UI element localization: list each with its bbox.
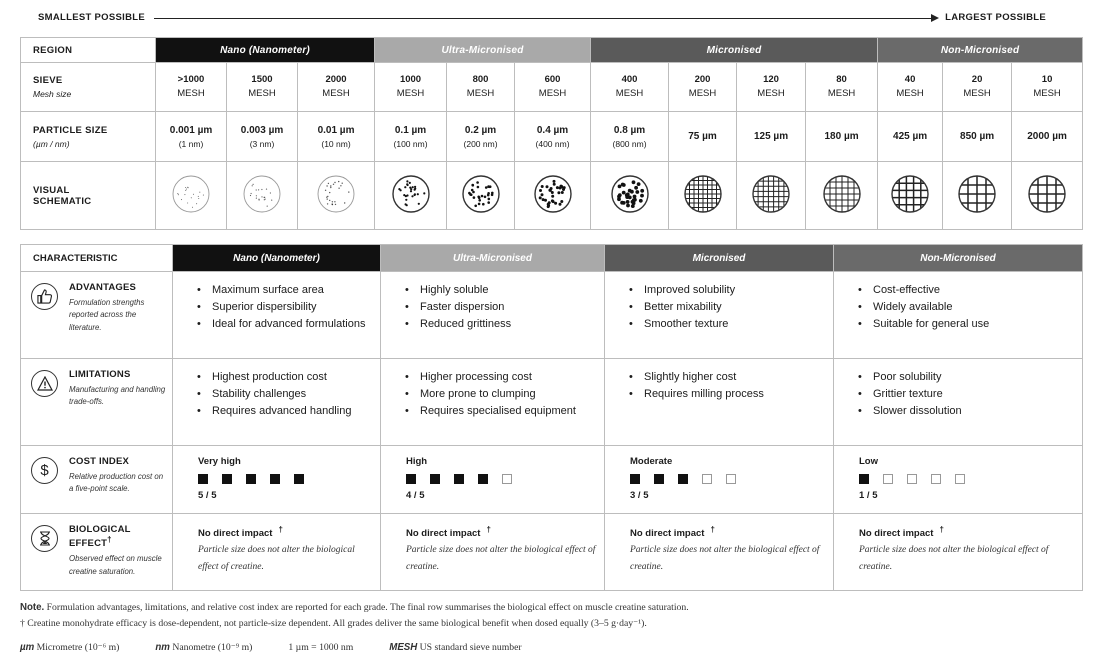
sieve-unit: MESH [177, 88, 205, 99]
particle-schematic-icon [391, 174, 431, 214]
particle-title: PARTICLE SIZE [33, 124, 108, 136]
visual-title: VISUAL [33, 184, 70, 196]
sieve-cell [878, 63, 943, 112]
particle-value: 180 µm [824, 131, 859, 142]
abbr-value: 1 µm = 1000 nm [288, 642, 354, 653]
particle-schematic-icon [683, 174, 723, 214]
bio-desc: Observed effect on muscle creatine saturation. [69, 554, 162, 576]
list-item: • Superior dispersibility [197, 299, 372, 316]
cost-level: Moderate [630, 456, 673, 467]
cost-square [502, 474, 512, 484]
particle-size-row [21, 112, 1083, 162]
particle-schematic-icon [461, 174, 501, 214]
schematic-cell [1012, 162, 1083, 230]
particle-value: 425 µm [893, 131, 928, 142]
thumbs-up-icon [31, 283, 58, 310]
sieve-cell [591, 63, 669, 112]
list-item: • Suitable for general use [858, 316, 1074, 333]
hourglass-icon [31, 525, 58, 552]
bio-head: No direct impact [406, 528, 481, 540]
sieve-value: 10 [1041, 73, 1053, 85]
sieve-unit: MESH [322, 88, 350, 99]
particle-cell [737, 112, 806, 162]
particle-nm: (100 nm) [393, 138, 428, 149]
cost-square [931, 474, 941, 484]
region-ultra: Ultra-Micronised [375, 38, 591, 63]
dollar-icon: $ [31, 457, 58, 484]
cost-square [883, 474, 893, 484]
sieve-unit: MESH [248, 88, 276, 99]
grade-table [20, 37, 1083, 230]
particle-value: 0.01 µm [317, 124, 355, 136]
limitations-nano [173, 359, 381, 446]
list-item: • Poor solubility [858, 369, 1074, 386]
abbreviation [288, 640, 353, 656]
bio-ultra: No direct impact † Particle size does not alter the biological effect of creatine. [381, 514, 605, 591]
limitations-desc: Manufacturing and handling trade-offs. [69, 385, 166, 407]
region-row [21, 38, 1083, 63]
particle-schematic-icon [242, 174, 282, 214]
dagger-note: † Creatine monohydrate efficacy is dose-dependent, not particle-size dependent. All grades deliver the same biological benefit when dosed equally (3–5 g·day⁻¹). [20, 618, 647, 629]
note-line [20, 600, 1088, 616]
list-item: • Cost-effective [858, 282, 1074, 299]
cost-square [430, 474, 440, 484]
bullet-list [173, 272, 380, 333]
sieve-cell [1012, 63, 1083, 112]
bio-text: Particle size does not alter the biological effect of creatine. [198, 545, 355, 572]
particle-cell [591, 112, 669, 162]
particle-value: 0.2 µm [464, 124, 497, 136]
visual-title-2: SCHEMATIC [33, 195, 92, 207]
sieve-cell [669, 63, 737, 112]
cost-level: Low [859, 456, 878, 467]
sieve-value: 40 [904, 73, 916, 85]
limitations-row [21, 359, 1083, 446]
cost-level: High [406, 456, 428, 467]
list-item: • Reduced grittiness [405, 316, 596, 333]
particle-cell [298, 112, 375, 162]
sieve-value: 600 [544, 73, 561, 85]
particle-nm: (3 nm) [249, 138, 275, 149]
particle-cell [515, 112, 591, 162]
schematic-cell [375, 162, 447, 230]
cost-micro [605, 446, 834, 514]
cost-squares [198, 474, 372, 484]
visual-row [21, 162, 1083, 230]
list-item: • Requires specialised equipment [405, 403, 596, 420]
particle-nm: (1 nm) [178, 138, 204, 149]
cost-square [955, 474, 965, 484]
cost-squares [859, 474, 1074, 484]
list-item: • Slower dissolution [858, 403, 1074, 420]
region-nano: Nano (Nanometer) [156, 38, 375, 63]
abbreviations [20, 640, 1088, 656]
list-item: • Widely available [858, 299, 1074, 316]
particle-schematic-icon [957, 174, 997, 214]
list-item: • Ideal for advanced formulations [197, 316, 372, 333]
particle-nm: (400 nm) [535, 138, 570, 149]
schematic-cell [156, 162, 227, 230]
cost-label [21, 446, 173, 514]
sieve-value: 80 [836, 73, 847, 85]
sieve-sub: Mesh size [33, 89, 72, 99]
warning-icon [31, 370, 58, 397]
scale-right-label: LARGEST POSSIBLE [945, 12, 1046, 23]
bio-text: Particle size does not alter the biological effect of creatine. [630, 545, 820, 572]
advantages-non [834, 272, 1083, 359]
bio-micro: No direct impact † Particle size does not alter the biological effect of creatine. [605, 514, 834, 591]
char-head-micro: Micronised [605, 245, 834, 272]
cost-square [859, 474, 869, 484]
particle-cell [447, 112, 515, 162]
footnotes [20, 600, 1088, 656]
advantages-title: ADVANTAGES [69, 282, 137, 293]
cost-square [678, 474, 688, 484]
schematic-cell [806, 162, 878, 230]
list-item: • Improved solubility [629, 282, 825, 299]
cost-squares [630, 474, 825, 484]
abbr-key: nm [155, 642, 170, 653]
list-item: • Requires advanced handling [197, 403, 372, 420]
abbreviation [20, 640, 119, 656]
particle-sub: (µm / nm) [33, 138, 70, 149]
sieve-unit: MESH [896, 88, 924, 99]
particle-cell [943, 112, 1012, 162]
cost-square [454, 474, 464, 484]
particle-schematic-icon [171, 174, 211, 214]
sieve-unit: MESH [466, 88, 495, 99]
list-item: • Requires milling process [629, 386, 825, 403]
sieve-value: 1500 [251, 73, 273, 85]
cost-square [222, 474, 232, 484]
advantages-row [21, 272, 1083, 359]
list-item: • Faster dispersion [405, 299, 596, 316]
arrow-right-icon [931, 14, 939, 22]
advantages-desc: Formulation strengths reported across the literature. [69, 298, 145, 332]
sieve-value: 200 [694, 73, 711, 85]
sieve-unit: MESH [396, 88, 425, 99]
cost-score: 4 / 5 [406, 490, 425, 501]
bullet-list [173, 359, 380, 420]
limitations-non [834, 359, 1083, 446]
cost-square [246, 474, 256, 484]
particle-value: 2000 µm [1027, 131, 1067, 142]
sieve-unit: MESH [615, 88, 644, 99]
bio-non: No direct impact † Particle size does not alter the biological effect of creatine. [834, 514, 1083, 591]
sieve-value: 2000 [325, 73, 347, 85]
bio-text: Particle size does not alter the biological effect of creatine. [859, 545, 1049, 572]
particle-value: 125 µm [753, 131, 789, 142]
abbreviation [155, 640, 252, 656]
list-item: • Grittier texture [858, 386, 1074, 403]
list-item: • Highly soluble [405, 282, 596, 299]
list-item: • Better mixability [629, 299, 825, 316]
schematic-cell [227, 162, 298, 230]
particle-cell [1012, 112, 1083, 162]
sieve-value: 20 [971, 73, 983, 85]
particle-value: 850 µm [960, 131, 995, 142]
sieve-title: SIEVE [33, 75, 63, 86]
list-item: • Maximum surface area [197, 282, 372, 299]
region-label: REGION [21, 38, 156, 63]
particle-schematic-icon [610, 174, 650, 214]
particle-cell [806, 112, 878, 162]
particle-value: 0.8 µm [613, 124, 646, 136]
abbreviation [389, 640, 521, 656]
limitations-ultra [381, 359, 605, 446]
sieve-label [21, 63, 156, 112]
advantages-label [21, 272, 173, 359]
sieve-value: >1000 [177, 73, 205, 85]
size-scale [20, 8, 1082, 30]
bullet-list [605, 359, 833, 403]
particle-nm: (800 nm) [612, 138, 647, 149]
list-item: • Highest production cost [197, 369, 372, 386]
list-item: • Stability challenges [197, 386, 372, 403]
particle-cell [878, 112, 943, 162]
char-head-nano: Nano (Nanometer) [173, 245, 381, 272]
scale-left-label: SMALLEST POSSIBLE [38, 12, 145, 23]
bio-dagger: † [107, 535, 112, 544]
sieve-value: 400 [621, 73, 638, 85]
char-head-non: Non-Micronised [834, 245, 1083, 272]
schematic-cell [669, 162, 737, 230]
sieve-row [21, 63, 1083, 112]
cost-square [406, 474, 416, 484]
sieve-cell [943, 63, 1012, 112]
char-head-ultra: Ultra-Micronised [381, 245, 605, 272]
schematic-cell [943, 162, 1012, 230]
bio-head: No direct impact [198, 528, 273, 540]
cost-square [726, 474, 736, 484]
particle-value: 0.4 µm [536, 124, 569, 136]
list-item: • Smoother texture [629, 316, 825, 333]
schematic-cell [591, 162, 669, 230]
characteristic-header-row [21, 245, 1083, 272]
abbr-value: Micrometre (10⁻⁶ m) [34, 642, 120, 653]
advantages-micro [605, 272, 834, 359]
bio-label [21, 514, 173, 591]
sieve-cell [227, 63, 298, 112]
sieve-value: 800 [472, 73, 489, 85]
particle-cell [375, 112, 447, 162]
bio-row [21, 514, 1083, 591]
sieve-cell [375, 63, 447, 112]
schematic-cell [878, 162, 943, 230]
region-non: Non-Micronised [878, 38, 1083, 63]
list-item: • Slightly higher cost [629, 369, 825, 386]
schematic-cell [737, 162, 806, 230]
abbr-key: µm [20, 642, 35, 653]
sieve-value: 120 [763, 73, 779, 85]
list-item: • Higher processing cost [405, 369, 596, 386]
bio-head: No direct impact [859, 528, 934, 540]
bullet-list [381, 359, 604, 420]
sieve-cell [156, 63, 227, 112]
visual-label [21, 162, 156, 230]
particle-cell [156, 112, 227, 162]
region-micro: Micronised [591, 38, 878, 63]
sieve-unit: MESH [827, 88, 856, 99]
particle-nm: (10 nm) [321, 138, 351, 149]
particle-label [21, 112, 156, 162]
cost-score: 3 / 5 [630, 490, 649, 501]
sieve-unit: MESH [538, 88, 567, 99]
sieve-unit: MESH [1033, 88, 1061, 99]
list-item: • More prone to clumping [405, 386, 596, 403]
schematic-cell [298, 162, 375, 230]
scale-arrow-line [154, 18, 932, 19]
particle-value: 0.001 µm [169, 124, 213, 136]
particle-nm: (200 nm) [463, 138, 498, 149]
sieve-cell [737, 63, 806, 112]
sieve-value: 1000 [399, 73, 422, 85]
particle-value: 0.003 µm [240, 124, 284, 136]
cost-score: 1 / 5 [859, 490, 878, 501]
cost-square [654, 474, 664, 484]
particle-value: 0.1 µm [394, 124, 427, 136]
bio-title: BIOLOGICAL EFFECT† [69, 524, 131, 550]
advantages-nano [173, 272, 381, 359]
particle-cell [227, 112, 298, 162]
particle-schematic-icon [822, 174, 862, 214]
cost-square [907, 474, 917, 484]
cost-squares [406, 474, 596, 484]
bullet-list [834, 272, 1082, 333]
cost-square [270, 474, 280, 484]
particle-schematic-icon [1027, 174, 1067, 214]
abbr-value: Nanometre (10⁻⁹ m) [169, 642, 253, 653]
cost-level: Very high [198, 456, 241, 467]
bullet-list [605, 272, 833, 333]
sieve-unit: MESH [963, 88, 991, 99]
cost-score: 5 / 5 [198, 490, 217, 501]
abbr-value: US standard sieve number [417, 642, 522, 653]
advantages-ultra [381, 272, 605, 359]
cost-square [198, 474, 208, 484]
cost-square [702, 474, 712, 484]
sieve-cell [806, 63, 878, 112]
particle-schematic-icon [316, 174, 356, 214]
sieve-cell [447, 63, 515, 112]
sieve-cell [515, 63, 591, 112]
sieve-unit: MESH [688, 88, 717, 99]
particle-schematic-icon [751, 174, 791, 214]
characteristic-table [20, 244, 1083, 591]
particle-schematic-icon [890, 174, 930, 214]
cost-non [834, 446, 1083, 514]
bullet-list [381, 272, 604, 333]
particle-value: 75 µm [688, 131, 717, 142]
particle-cell [669, 112, 737, 162]
abbr-key: MESH [389, 642, 418, 653]
cost-square [478, 474, 488, 484]
bio-nano: No direct impact † Particle size does not alter the biological effect of creatine. [173, 514, 381, 591]
cost-row [21, 446, 1083, 514]
limitations-title: LIMITATIONS [69, 369, 131, 380]
cost-square [630, 474, 640, 484]
note-text: Formulation advantages, limitations, and relative cost index are reported for each grade. The final row summarises the biological effect on muscle creatine saturation. [44, 602, 689, 613]
particle-schematic-icon [533, 174, 573, 214]
schematic-cell [515, 162, 591, 230]
note-label: Note. [20, 602, 45, 613]
schematic-cell [447, 162, 515, 230]
cost-ultra [381, 446, 605, 514]
cost-nano [173, 446, 381, 514]
bio-head: No direct impact [630, 528, 705, 540]
cost-desc: Relative production cost on a five-point scale. [69, 472, 164, 494]
limitations-micro [605, 359, 834, 446]
bullet-list [834, 359, 1082, 420]
sieve-cell [298, 63, 375, 112]
characteristic-label: CHARACTERISTIC [21, 245, 173, 272]
limitations-label [21, 359, 173, 446]
cost-title: COST INDEX [69, 456, 130, 467]
cost-square [294, 474, 304, 484]
bio-text: Particle size does not alter the biological effect of creatine. [406, 545, 596, 572]
sieve-unit: MESH [757, 88, 785, 99]
